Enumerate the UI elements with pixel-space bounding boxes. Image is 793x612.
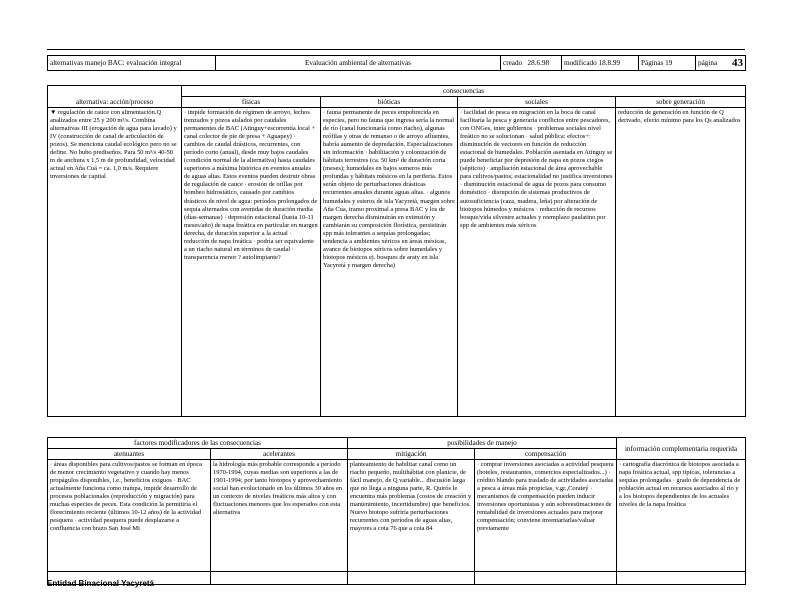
col-fisicas: físicas xyxy=(182,97,321,108)
consequences-table xyxy=(47,85,746,417)
col-alternativa: alternativa: acción/proceso xyxy=(48,86,182,108)
generacion-text: reducción de generación en función de Q derivado, efecto mínimo para los Qs analizados xyxy=(616,108,746,417)
header-rule xyxy=(47,49,745,50)
footer-rule xyxy=(47,571,745,572)
footer-entity: Entidad Binacional Yacyretá xyxy=(47,579,155,588)
col-consecuencias: consecuencias xyxy=(182,86,746,97)
header-left: alternativas manejo BAC: evaluación integral xyxy=(48,56,216,71)
alternativa-text: ▼ regulación de cauce con alimentación.Q analizados entre 25 y 200 m³/s. Combina alternativas III (erogación de agua para lavado) y IV (construcción de canal de articulación de pozos). Se menciona caudal ecológico pero no se define. No hubo prediseños. Para 50 m³/s 40-50 m de anchura x 1,5 m de profundidad, velocidad actual en Aña Cuá = ca. 1,0 m/s. Requiere inversiones de capital xyxy=(48,108,182,417)
sociales-text: · facilidad de pesca en migración en la boca de canal facilitaría la pesca y generaría conflictos entre pescadores, con ONGes, inter gobiernos · problemas sociales nivel freático no se solucionan · salud pública: efectos+: disminución de vectores en función de reducción estacional de humedales. Población asentada en Atinguy se puede beneficiar por depresión de napa en pozos ciegos (sépticos) · ampliación estacional de área aprovechable para cultivos/pastos; estacionalidad no justifica inversiones · disminución estacional de agua de pozos para consumo doméstico · disrupción de sistemas productivos de autosuficiencia (caza, madera, leña) por alteración de biotopos húmedos y mésicos · reducción de recursos bosque/vida silvestre actuales y reemplazo paulatino por spp de ambientes más xéricos xyxy=(458,108,616,417)
acelerantes-text: la hidrología más probable corresponde a período 1970-1994, cuyas medias son superiores a las de 1901-1994; por tanto biotopos y aprovechamiento social han evolucionado en los últimos 30 años en un contexto de niveles freáticos más altos y con fluctuaciones menores que los esperados con esta alternativa xyxy=(211,460,348,585)
header-title: Evaluación ambiental de alternativas xyxy=(216,56,501,71)
col-posibilidades: posibilidades de manejo xyxy=(348,438,617,449)
col-sociales: sociales xyxy=(458,97,616,108)
fisicas-text: · impide formación de régimen de arroyo, lechos trenzados y pozos aislados por caudales permanentes de BAC (Atinguy+escorrentía local + canal colector de pie de presa + Aguapey) · cambios de caudal drásticos, recurrentes, con período corto (anual), desde muy bajos caudales (condición normal de la alternativa) hasta caudales superiores a máxima histórica en eventos anuales de aguas altas. Estos eventos pueden destruir obras de regulación de cauce · erosión de orillas por bombeo hidrostático, causado por cambios drásticos de nivel de agua: períodos prolongados de sequía alternados con avenidas de duración media (días-semanas) · depresión estacional (hasta 10-11 meses/año) de napa freática en particular en margen derecha, de duración superior a la actual · reducción de napa freática · podría ser equivalente a un riacho natural en términos de caudal · transparencia menor ? autolimpiante? xyxy=(182,108,321,417)
management-table xyxy=(47,437,746,585)
modificado-label: modificado xyxy=(562,56,597,71)
pagina-label: página xyxy=(696,56,724,71)
col-compensacion: compensación xyxy=(475,449,617,460)
col-info: información complementaria requerida xyxy=(617,438,746,460)
pagina-number: 43 xyxy=(724,56,746,71)
info-text: · cartografía diacrónica de biotopos asociada a napa freática actual, spp típicas, tolerancias a sequías prolongadas · grado de dependencia de población actual en recursos asociados al río y a los biotopos dependientes de los actuales niveles de la napa freática xyxy=(617,460,746,585)
col-atenuantes: atenuantes xyxy=(48,449,211,460)
creado-value: 28.6.98 xyxy=(526,56,562,71)
col-factores: factores modificadores de las consecuencias xyxy=(48,438,348,449)
mitigacion-text: planteamiento de habilitar canal como un riacho pequeño, multihábitat con planicie, de fácil manejo, de Q variable... discusión larga que no llega a ninguna parte, R. Quirós le encuentra más problemas (costos de creación y mantenimiento, incertidumbre) que beneficios. Nuevo biotopo sufriría perturbaciones recurrentes con períodos de aguas altas, mayores a cota 76 que a cota 84 xyxy=(348,460,475,585)
compensacion-text: · comprar inversiones asociadas a actividad pesquera (hoteles, restaurantes, comercios especializados...) · crédito blando para traslado de actividades asociadas a pesca a áreas más propicias, v.gr.,Corateý · mecanismos de compensación pueden inducir inversiones oportunistas y aún sobreestimaciones de rentabilidad de inversiones actuales para mejorar compensación; conviene inventariarlas/valuar previamente xyxy=(475,460,617,585)
atenuantes-text: · áreas disponibles para cultivos/pastos se forman en época de menor crecimiento vegetativo y cuando hay menos propágulos disponibles, i.e., beneficios exiguos · BAC actualmente funciona como trampa, impide desarrollo de procesos poblacionales (reproducción y migración) para muchas especies de peces. Esta condición la permitiría el florecimiento reciente (últimos 10-12 años) de la actividad pesquera · actividad pesquera puede desplazarse a confluencia con brazo San José Mi xyxy=(48,460,211,585)
col-acelerantes: acelerantes xyxy=(211,449,348,460)
document-page xyxy=(47,55,745,585)
modificado-value: 18.8.99 xyxy=(597,56,639,71)
col-generacion: sobre generación xyxy=(616,97,746,108)
bioticas-text: · fauna permanente de peces empobrecida en especies, pero no fauna que ingresa sería la normal de río (canal funcionaría como riacho), algunas reófilas y otras de remanso o de arroyo afluentes, habría aumento de depredación. Especializaciones sin información · habilitación y colonización de hábitats terrestres (ca. 50 km² de duración corta (meses); humedales en bajos someros más profundas y hábitats mésicos en la periferia. Estos serán objeto de perturbaciones drásticas recurrentes anuales durante aguas altas. · algunos humedales y esteros de isla Yacyretá, margen sobre Aña Cua, tramo proximal a presa BAC y los de margen derecha disminuirán en extensión y cambiarán su composición florística, persistirán spp más tolerantes a sequías prolongadas; tendencia a ambientes xéricos en áreas mésicas, avance de biotopos xéricos sobre humedales y biotopos mésicos ej. bosques de araty en isla Yacyretá y margen derecha) xyxy=(321,108,458,417)
paginas-count: Páginas 19 xyxy=(639,56,696,71)
col-mitigacion: mitigación xyxy=(348,449,475,460)
document-header xyxy=(47,55,746,71)
creado-label: creado xyxy=(501,56,526,71)
col-bioticas: bióticas xyxy=(321,97,458,108)
